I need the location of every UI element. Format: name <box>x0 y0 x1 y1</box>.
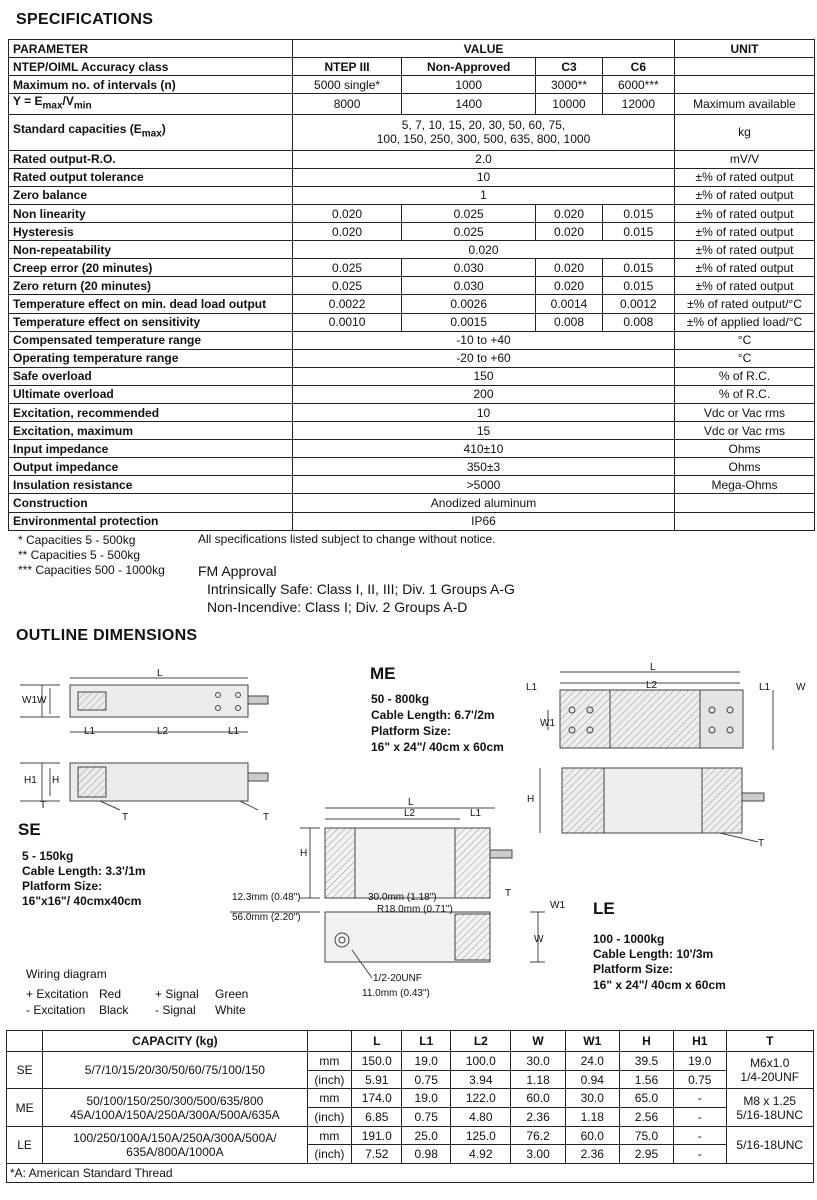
value-cell: 1 <box>293 186 675 204</box>
parameter-label: Construction <box>9 494 293 512</box>
value-cell: 30.0 <box>511 1052 565 1071</box>
model-header <box>7 1031 43 1052</box>
value-cell: 0.008 <box>536 313 602 331</box>
value-cell: 60.0 <box>511 1089 565 1108</box>
le-platform: Platform Size: <box>593 962 674 976</box>
svg-text:T: T <box>122 812 129 823</box>
me-platform: Platform Size: <box>371 724 452 738</box>
column-header: W1 <box>565 1031 619 1052</box>
table-row <box>9 259 815 277</box>
svg-text:W: W <box>37 695 47 706</box>
table-header-row <box>9 40 815 58</box>
value-cell: (inch) <box>307 1145 352 1164</box>
value-cell: 200 <box>293 385 675 403</box>
value-cell: 2.36 <box>511 1108 565 1127</box>
table-row <box>9 204 815 222</box>
value-cell: 0.015 <box>602 259 674 277</box>
value-cell: 0.015 <box>602 277 674 295</box>
svg-text:L: L <box>650 662 656 673</box>
unit-cell: Ohms <box>675 440 815 458</box>
svg-text:1/2-20UNF: 1/2-20UNF <box>373 973 422 984</box>
value-cell: 5, 7, 10, 15, 20, 30, 50, 60, 75, 100, 150, 250, 300, 500, 635, 800, 1000 <box>293 114 675 150</box>
value-cell: 39.5 <box>619 1052 673 1071</box>
class-header: C3 <box>536 58 602 76</box>
svg-text:L1: L1 <box>526 682 538 693</box>
value-cell: 0.025 <box>293 277 402 295</box>
value-cell: 25.0 <box>402 1126 451 1145</box>
unit-cell: ±% of rated output <box>675 168 815 186</box>
me-model-name: ME <box>370 664 396 683</box>
table-row <box>9 114 815 150</box>
value-cell: 2.95 <box>619 1145 673 1164</box>
table-row <box>9 403 815 421</box>
svg-text:T: T <box>263 812 270 823</box>
thread-cell: 5/16-18UNC <box>726 1126 814 1163</box>
unit-cell: Maximum available <box>675 94 815 114</box>
wiring-color: Black <box>99 1003 129 1017</box>
svg-text:T: T <box>505 888 512 899</box>
parameter-label: Maximum no. of intervals (n) <box>9 76 293 94</box>
unit-cell: ±% of rated output <box>675 241 815 259</box>
value-cell: 0.025 <box>293 259 402 277</box>
svg-text:L2: L2 <box>157 726 169 737</box>
value-cell: 10000 <box>536 94 602 114</box>
le-range: 100 - 1000kg <box>593 932 665 946</box>
parameter-label: Ultimate overload <box>9 385 293 403</box>
column-header: H <box>619 1031 673 1052</box>
unit-cell: ±% of rated output/°C <box>675 295 815 313</box>
unit-cell: Mega-Ohms <box>675 476 815 494</box>
value-cell: 0.75 <box>402 1108 451 1127</box>
model-cell: SE <box>7 1052 43 1089</box>
value-cell: 3000** <box>536 76 602 94</box>
svg-text:L1: L1 <box>759 682 771 693</box>
table-row <box>9 349 815 367</box>
table-row <box>9 150 815 168</box>
value-cell: 5000 single* <box>293 76 402 94</box>
class-header: NTEP III <box>293 58 402 76</box>
value-cell: 150.0 <box>352 1052 402 1071</box>
parameter-label: Operating temperature range <box>9 349 293 367</box>
value-cell: 2.56 <box>619 1108 673 1127</box>
column-header: L <box>352 1031 402 1052</box>
le-model-name: LE <box>593 899 615 918</box>
value-cell: 6.85 <box>352 1108 402 1127</box>
value-cell: 2.0 <box>293 150 675 168</box>
table-row <box>9 94 815 114</box>
svg-text:L2: L2 <box>646 680 658 691</box>
value-cell: mm <box>307 1089 352 1108</box>
outline-dimensions-title: OUTLINE DIMENSIONS <box>16 627 198 644</box>
capacity-cell: 100/250/100A/150A/250A/300A/500A/ 635A/800A/1000A <box>43 1126 307 1163</box>
value-cell: 15 <box>293 422 675 440</box>
value-cell: IP66 <box>293 512 675 530</box>
svg-text:56.0mm (2.20"): 56.0mm (2.20") <box>232 912 301 923</box>
svg-text:W1: W1 <box>550 900 565 911</box>
footnote-2: ** Capacities 5 - 500kg <box>18 548 141 562</box>
me-range: 50 - 800kg <box>371 692 430 706</box>
value-cell: 76.2 <box>511 1126 565 1145</box>
value-cell: 7.52 <box>352 1145 402 1164</box>
value-cell: 0.030 <box>402 259 536 277</box>
value-cell: 0.025 <box>402 223 536 241</box>
se-platform-size: 16"x16"/ 40cmx40cm <box>22 894 142 908</box>
parameter-label: Output impedance <box>9 458 293 476</box>
header-value: VALUE <box>293 40 675 58</box>
value-cell: 0.015 <box>602 223 674 241</box>
column-header: W <box>511 1031 565 1052</box>
svg-text:11.0mm (0.43"): 11.0mm (0.43") <box>362 988 430 999</box>
value-cell: 1000 <box>402 76 536 94</box>
fm-approval-line2: Non-Incendive: Class I; Div. 2 Groups A-D <box>207 599 468 615</box>
table-row <box>9 494 815 512</box>
value-cell: 0.0015 <box>402 313 536 331</box>
value-cell: 5.91 <box>352 1070 402 1089</box>
thread-cell: M6x1.0 1/4-20UNF <box>726 1052 814 1089</box>
parameter-label: Rated output-R.O. <box>9 150 293 168</box>
svg-text:W1: W1 <box>540 718 555 729</box>
se-platform: Platform Size: <box>22 879 103 893</box>
value-cell: 0.94 <box>565 1070 619 1089</box>
unit-cell: % of R.C. <box>675 367 815 385</box>
value-cell: 125.0 <box>451 1126 511 1145</box>
svg-text:H: H <box>300 848 308 859</box>
value-cell: Anodized aluminum <box>293 494 675 512</box>
table-row <box>9 440 815 458</box>
me-cable: Cable Length: 6.7'/2m <box>371 708 495 722</box>
table-row <box>9 476 815 494</box>
parameter-label: Non linearity <box>9 204 293 222</box>
unit-cell: Vdc or Vac rms <box>675 422 815 440</box>
unit-cell: ±% of rated output <box>675 186 815 204</box>
svg-text:12.3mm (0.48"): 12.3mm (0.48") <box>232 892 301 903</box>
value-cell: 0.0010 <box>293 313 402 331</box>
capacity-cell: 50/100/150/250/300/500/635/800 45A/100A/150A/250A/300A/500A/635A <box>43 1089 307 1126</box>
value-cell: 0.75 <box>402 1070 451 1089</box>
value-cell: 19.0 <box>674 1052 726 1071</box>
svg-text:L2: L2 <box>404 808 416 819</box>
footnote-3: *** Capacities 500 - 1000kg <box>18 563 165 577</box>
table-row <box>9 223 815 241</box>
svg-text:W: W <box>534 934 544 945</box>
column-header: L1 <box>402 1031 451 1052</box>
me-platform-size: 16" x 24"/ 40cm x 60cm <box>371 740 504 754</box>
value-cell: 0.98 <box>402 1145 451 1164</box>
table-row <box>9 58 815 76</box>
value-cell: 75.0 <box>619 1126 673 1145</box>
parameter-label: Compensated temperature range <box>9 331 293 349</box>
parameter-label: NTEP/OIML Accuracy class <box>9 58 293 76</box>
parameter-label: $Y = E_{max}/V_{min}$ <box>9 94 293 114</box>
value-cell: 0.008 <box>602 313 674 331</box>
table-row <box>9 512 815 530</box>
value-cell: - <box>674 1126 726 1145</box>
value-cell: -10 to +40 <box>293 331 675 349</box>
value-cell: (inch) <box>307 1070 352 1089</box>
footnote-1: * Capacities 5 - 500kg <box>18 533 136 547</box>
value-cell: 0.020 <box>536 277 602 295</box>
table-row <box>9 186 815 204</box>
parameter-label: Non-repeatability <box>9 241 293 259</box>
value-cell: 3.94 <box>451 1070 511 1089</box>
table-row <box>9 241 815 259</box>
svg-text:30.0mm (1.18"): 30.0mm (1.18") <box>368 892 437 903</box>
value-cell: 1.56 <box>619 1070 673 1089</box>
wiring-color: Red <box>99 987 122 1001</box>
table-row <box>9 168 815 186</box>
parameter-label: Environmental protection <box>9 512 293 530</box>
parameter-label: Rated output tolerance <box>9 168 293 186</box>
header-parameter: PARAMETER <box>9 40 293 58</box>
value-cell: 8000 <box>293 94 402 114</box>
svg-text:T: T <box>758 838 765 849</box>
table-row <box>7 1126 814 1145</box>
value-cell: mm <box>307 1052 352 1071</box>
value-cell: - <box>674 1089 726 1108</box>
value-cell: 60.0 <box>565 1126 619 1145</box>
value-cell: - <box>674 1145 726 1164</box>
value-cell: 24.0 <box>565 1052 619 1071</box>
value-cell: - <box>674 1108 726 1127</box>
wiring-label: - Excitation <box>26 1003 86 1017</box>
table-row <box>9 367 815 385</box>
model-cell: ME <box>7 1089 43 1126</box>
value-cell: 1.18 <box>565 1108 619 1127</box>
value-cell: 0.0012 <box>602 295 674 313</box>
value-cell: 0.020 <box>536 204 602 222</box>
value-cell: 10 <box>293 403 675 421</box>
table-row <box>9 277 815 295</box>
value-cell: 191.0 <box>352 1126 402 1145</box>
parameter-label: Zero return (20 minutes) <box>9 277 293 295</box>
value-cell: 174.0 <box>352 1089 402 1108</box>
value-cell: 0.020 <box>536 259 602 277</box>
unit-cell <box>675 494 815 512</box>
unit-cell: °C <box>675 349 815 367</box>
parameter-label: Safe overload <box>9 367 293 385</box>
fm-approval-title: FM Approval <box>198 563 277 579</box>
unit-cell: Vdc or Vac rms <box>675 403 815 421</box>
wiring-color: White <box>215 1003 246 1017</box>
value-cell: 0.025 <box>402 204 536 222</box>
wiring-label: + Excitation <box>26 987 89 1001</box>
value-cell: 0.75 <box>674 1070 726 1089</box>
table-row <box>9 422 815 440</box>
table-row <box>7 1164 814 1183</box>
unit-cell: ±% of applied load/°C <box>675 313 815 331</box>
parameter-label: Zero balance <box>9 186 293 204</box>
unit-cell: ±% of rated output <box>675 277 815 295</box>
capacity-cell: 5/7/10/15/20/30/50/60/75/100/150 <box>43 1052 307 1089</box>
column-header: L2 <box>451 1031 511 1052</box>
value-cell: 1.18 <box>511 1070 565 1089</box>
parameter-label: Temperature effect on sensitivity <box>9 313 293 331</box>
value-cell: 122.0 <box>451 1089 511 1108</box>
class-header: Non-Approved <box>402 58 536 76</box>
table-header-row <box>7 1031 814 1052</box>
svg-text:H: H <box>52 775 60 786</box>
value-cell: 10 <box>293 168 675 186</box>
value-cell: 0.020 <box>293 223 402 241</box>
value-cell: 0.020 <box>293 241 675 259</box>
value-cell: 0.015 <box>602 204 674 222</box>
se-range: 5 - 150kg <box>22 849 74 863</box>
thread-cell: M8 x 1.25 5/16-18UNC <box>726 1089 814 1126</box>
value-cell: 0.020 <box>536 223 602 241</box>
value-cell: 1400 <box>402 94 536 114</box>
value-cell: (inch) <box>307 1108 352 1127</box>
se-model-name: SE <box>18 820 41 839</box>
change-notice: All specifications listed subject to change without notice. <box>198 532 496 546</box>
dim-label-L: L <box>157 668 163 679</box>
svg-text:H: H <box>527 794 535 805</box>
svg-text:W1: W1 <box>22 695 37 706</box>
unit-cell: mV/V <box>675 150 815 168</box>
value-cell: 12000 <box>602 94 674 114</box>
value-cell: 150 <box>293 367 675 385</box>
svg-text:L1: L1 <box>84 726 96 737</box>
parameter-label: Insulation resistance <box>9 476 293 494</box>
dimensions-table <box>6 1030 814 1183</box>
model-cell: LE <box>7 1126 43 1163</box>
table-row <box>7 1089 814 1108</box>
svg-text:T: T <box>40 800 47 811</box>
column-header <box>307 1031 352 1052</box>
column-header: T <box>726 1031 814 1052</box>
value-cell: 6000*** <box>602 76 674 94</box>
parameter-label: Input impedance <box>9 440 293 458</box>
value-cell: 100.0 <box>451 1052 511 1071</box>
value-cell: 19.0 <box>402 1052 451 1071</box>
value-cell: 0.020 <box>293 204 402 222</box>
unit-cell <box>675 512 815 530</box>
le-platform-size: 16" x 24"/ 40cm x 60cm <box>593 978 726 992</box>
value-cell: 350±3 <box>293 458 675 476</box>
unit-cell: kg <box>675 114 815 150</box>
wiring-color: Green <box>215 987 249 1001</box>
svg-text:H1: H1 <box>24 775 37 786</box>
value-cell: >5000 <box>293 476 675 494</box>
value-cell: 65.0 <box>619 1089 673 1108</box>
value-cell: -20 to +60 <box>293 349 675 367</box>
class-header: C6 <box>602 58 674 76</box>
unit-cell: % of R.C. <box>675 385 815 403</box>
table-row <box>9 458 815 476</box>
value-cell: mm <box>307 1126 352 1145</box>
unit-cell: ±% of rated output <box>675 204 815 222</box>
fm-approval-line1: Intrinsically Safe: Class I, II, III; Div. 1 Groups A-G <box>207 581 515 597</box>
unit-cell: ±% of rated output <box>675 259 815 277</box>
wiring-label: - Signal <box>155 1003 196 1017</box>
dims-note: *A: American Standard Thread <box>7 1164 814 1183</box>
parameter-label: Temperature effect on min. dead load output <box>9 295 293 313</box>
table-row <box>9 331 815 349</box>
value-cell: 2.36 <box>565 1145 619 1164</box>
value-cell: 0.030 <box>402 277 536 295</box>
parameter-label: Creep error (20 minutes) <box>9 259 293 277</box>
unit-cell <box>675 58 815 76</box>
value-cell: 3.00 <box>511 1145 565 1164</box>
svg-text:L1: L1 <box>470 808 482 819</box>
wiring-label: + Signal <box>155 987 199 1001</box>
parameter-label: Excitation, maximum <box>9 422 293 440</box>
unit-cell: ±% of rated output <box>675 223 815 241</box>
value-cell: 30.0 <box>565 1089 619 1108</box>
table-row <box>9 385 815 403</box>
value-cell: 410±10 <box>293 440 675 458</box>
value-cell: 4.92 <box>451 1145 511 1164</box>
unit-cell: Ohms <box>675 458 815 476</box>
svg-text:L1: L1 <box>228 726 240 737</box>
table-row <box>9 295 815 313</box>
table-row <box>9 76 815 94</box>
specifications-table <box>8 39 815 531</box>
parameter-label: Standard capacities $(E_{max})$ <box>9 114 293 150</box>
svg-text:W: W <box>796 682 806 693</box>
header-unit: UNIT <box>675 40 815 58</box>
column-header: CAPACITY (kg) <box>43 1031 307 1052</box>
le-cable: Cable Length: 10'/3m <box>593 947 714 961</box>
svg-text:L: L <box>408 797 414 808</box>
wiring-title: Wiring diagram <box>26 967 107 981</box>
parameter-label: Excitation, recommended <box>9 403 293 421</box>
unit-cell: °C <box>675 331 815 349</box>
value-cell: 4.80 <box>451 1108 511 1127</box>
value-cell: 0.0014 <box>536 295 602 313</box>
specifications-title: SPECIFICATIONS <box>16 11 154 28</box>
value-cell: 0.0026 <box>402 295 536 313</box>
value-cell: 19.0 <box>402 1089 451 1108</box>
column-header: H1 <box>674 1031 726 1052</box>
se-cable: Cable Length: 3.3'/1m <box>22 864 146 878</box>
value-cell: 0.0022 <box>293 295 402 313</box>
svg-text:R18.0mm (0.71"): R18.0mm (0.71") <box>377 904 453 915</box>
table-row <box>7 1052 814 1071</box>
parameter-label: Hysteresis <box>9 223 293 241</box>
unit-cell <box>675 76 815 94</box>
table-row <box>9 313 815 331</box>
